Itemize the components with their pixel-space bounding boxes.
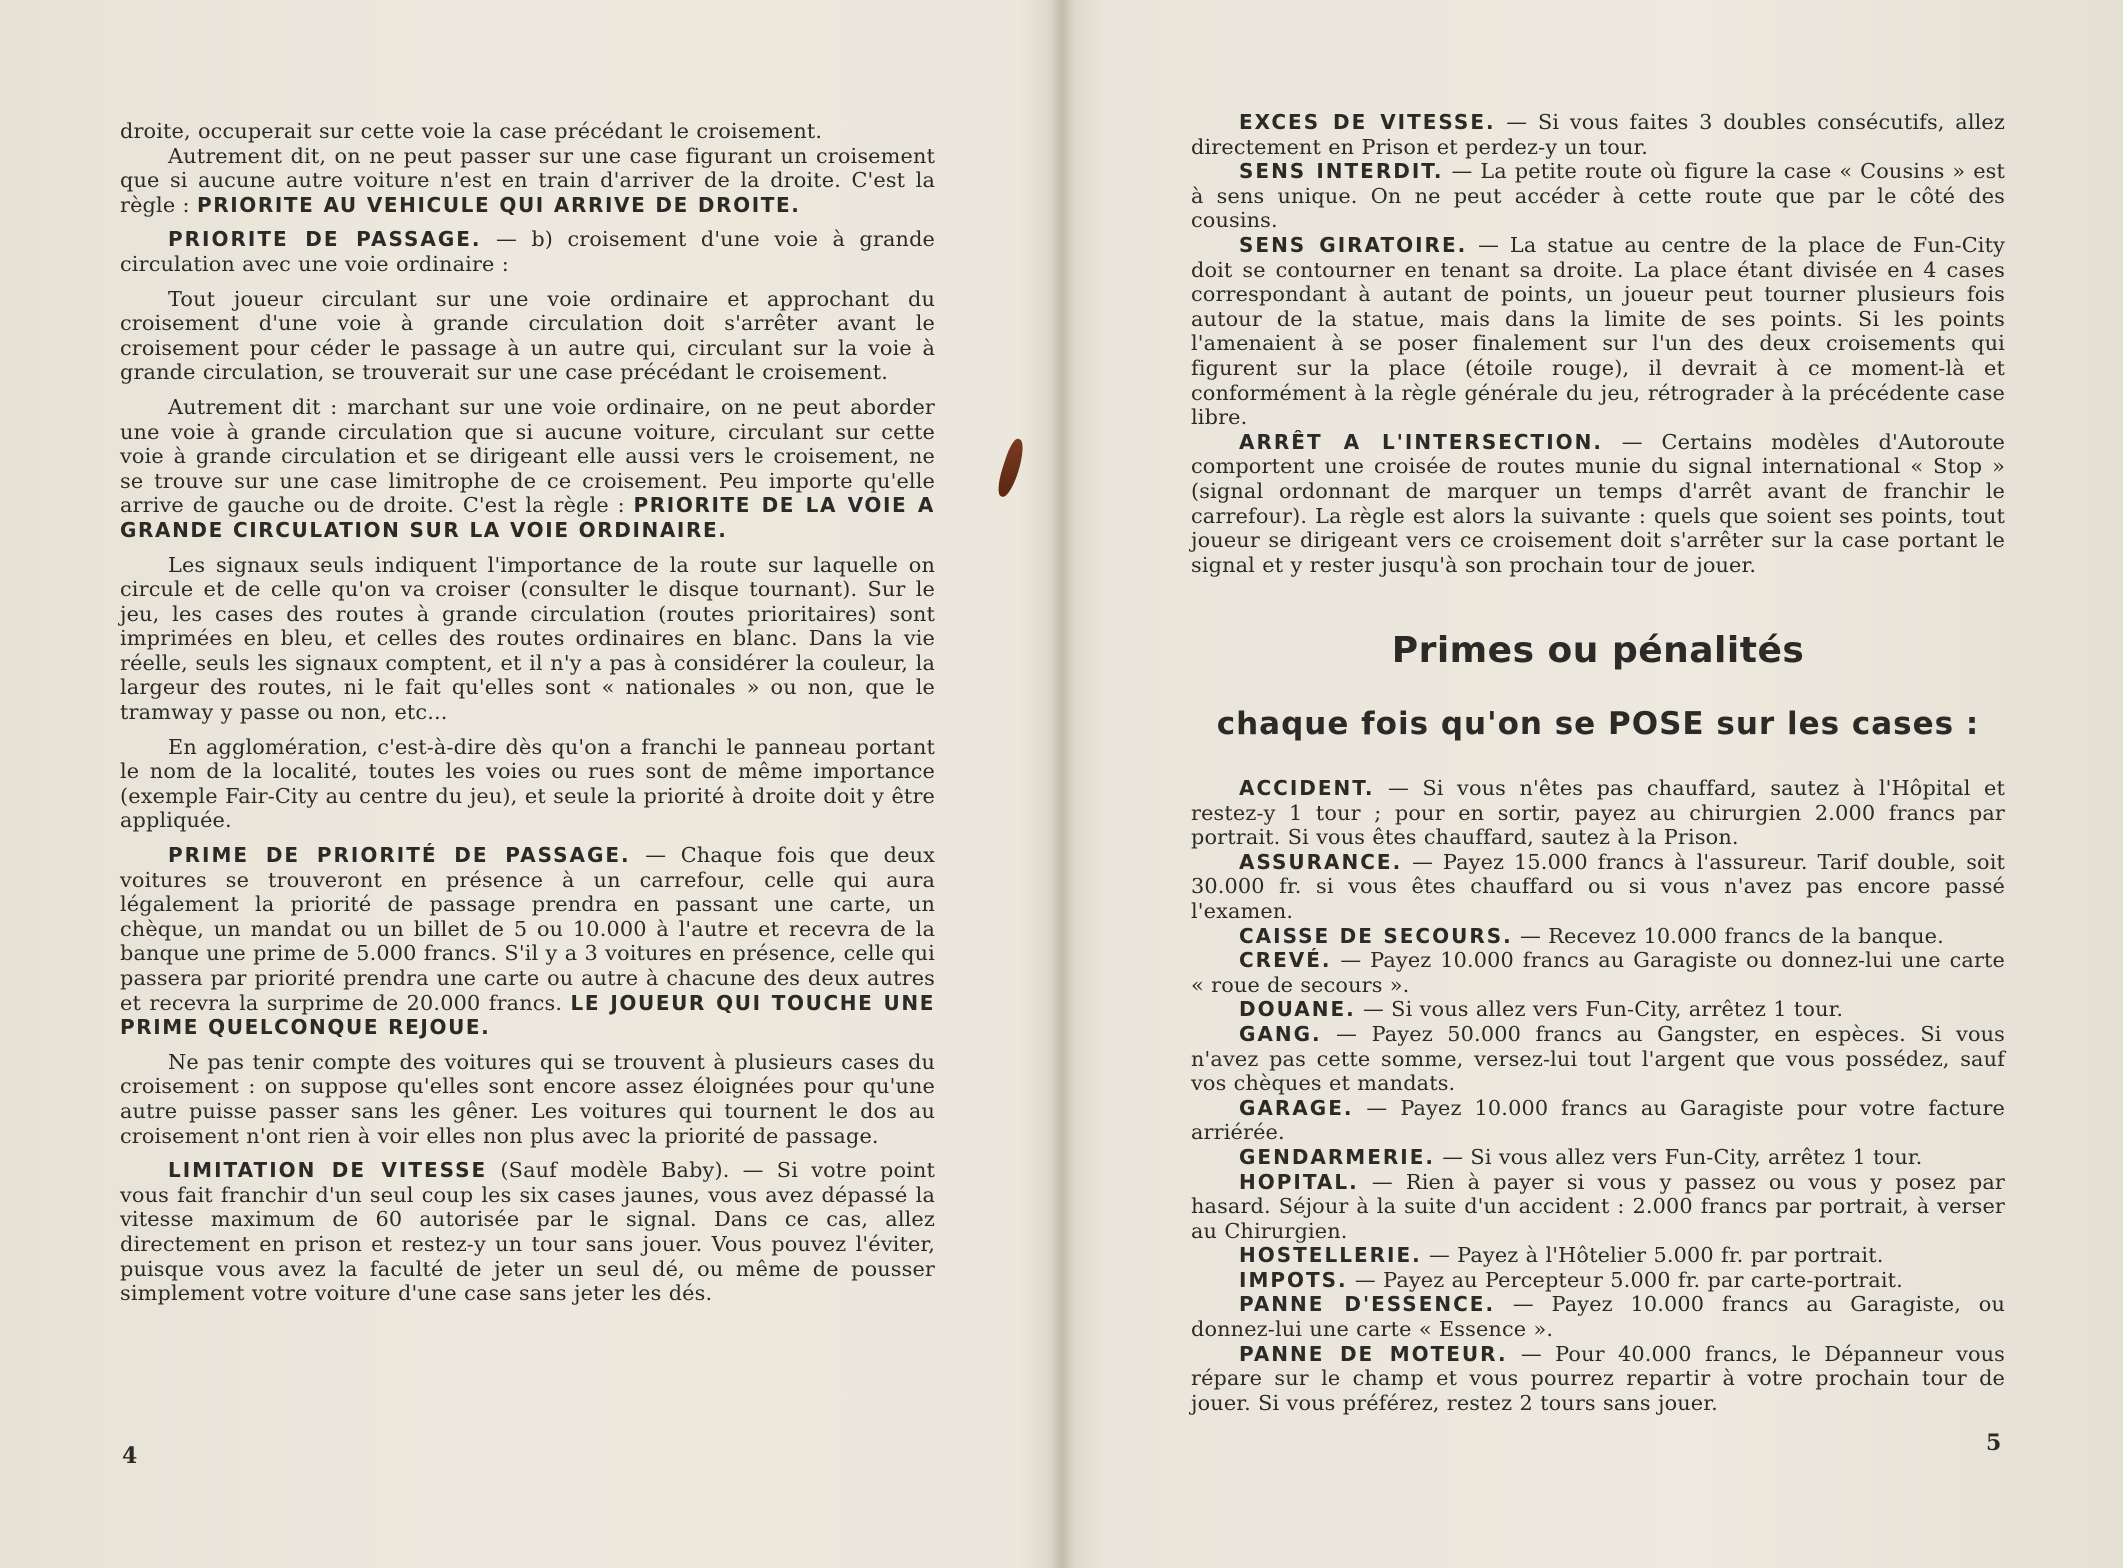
- paragraph-text: — Si vous allez vers Fun-City, arrêtez 1 tour.: [1434, 1144, 1923, 1169]
- rule-term: ACCIDENT.: [1239, 776, 1375, 800]
- paragraph-text: — Payez 10.000 francs au Garagiste ou donnez-lui une carte « roue de secours ».: [1191, 948, 2005, 997]
- paragraph-text: — Recevez 10.000 francs de la banque.: [1512, 923, 1944, 948]
- rule-term: SENS INTERDIT.: [1239, 159, 1444, 184]
- right-page: [1063, 0, 2123, 1568]
- paragraph: [1191, 233, 2005, 430]
- paragraph: [120, 843, 935, 1040]
- paragraph: [1191, 1170, 2005, 1244]
- paragraph-text: — Payez 50.000 francs au Gangster, en espèces. Si vous n'avez pas cette somme, versez-lui tout l'argent que vous possédez, sauf vos chèques et mandats.: [1191, 1021, 2005, 1096]
- paragraph-text: droite, occuperait sur cette voie la case précédant le croisement.: [120, 119, 823, 143]
- rule-term: HOSTELLERIE.: [1239, 1243, 1422, 1268]
- paragraph: [1191, 924, 2005, 949]
- rule-term: PANNE DE MOTEUR.: [1239, 1341, 1508, 1366]
- paragraph: [1191, 1292, 2005, 1341]
- rule-term: PRIORITE DE PASSAGE.: [168, 227, 482, 252]
- paragraph: [120, 119, 935, 144]
- right-page-text-top: [1191, 110, 2005, 577]
- rule-term: EXCES DE VITESSE.: [1239, 110, 1496, 134]
- rule-emphasis: PRIORITE AU VEHICULE QUI ARRIVE DE DROITE.: [196, 192, 801, 217]
- paragraph: [120, 287, 935, 385]
- paragraph-text: — Payez à l'Hôtelier 5.000 fr. par portrait.: [1421, 1243, 1884, 1268]
- paragraph: [120, 144, 935, 218]
- paragraph-text: — Certains modèles d'Autoroute comportent une croisée de routes munie du signal international « Stop » (signal ordonnant de marquer un temps d'arrêt avant de franchir le carrefour). La règle est alors la suivante : quels que soient ses points, tout joueur se dirigeant vers ce croisement doit s'arrêter sur la case portant le signal et y rester jusqu'à son prochain tour de jouer.: [1191, 429, 2005, 577]
- paragraph: [1191, 997, 2005, 1022]
- paragraph-text: — La statue au centre de la place de Fun-City doit se contourner en tenant sa droite. La place étant divisée en 4 cases correspondant à autant de points, un joueur peut tourner plusieurs fois autour de la statue, mais dans la limite de ses points. Si les points l'amenaient à se poser finalement sur l'un des deux croisements qui figurent sur la place (étoile rouge), il devrait à ce moment-là et conformément à la règle générale du jeu, rétrograder à la précédente case libre.: [1191, 232, 2005, 430]
- paragraph-text: (Sauf modèle Baby). — Si votre point vous fait franchir d'un seul coup les six cases jaunes, vous avez dépassé la vitesse maximum de 60 autorisée par le signal. Dans ce cas, allez directement en prison et restez-y un tour sans jouer. Vous pouvez l'éviter, puisque vous avez la faculté de jeter un seul dé, ou même de pousser simplement votre voiture d'une case sans jeter les dés.: [120, 1158, 935, 1306]
- paragraph-text: — Si vous allez vers Fun-City, arrêtez 1 tour.: [1355, 997, 1844, 1022]
- paragraph-text: Autrement dit : marchant sur une voie ordinaire, on ne peut aborder une voie à grande circulation que si aucune voiture, circulant sur cette voie à grande circulation et se dirigeant elle aussi vers le croisement, ne se trouve sur une case limitrophe de ce croisement. Peu importe qu'elle arrive de gauche ou de droite. C'est la règle :: [120, 394, 935, 518]
- paragraph: [120, 395, 935, 543]
- paragraph-text: — Payez 15.000 francs à l'assureur. Tarif double, soit 30.000 fr. si vous êtes chauffard ou si vous n'avez pas encore passé l'examen.: [1191, 849, 2005, 923]
- paragraph-text: — Rien à payer si vous y passez ou vous y posez par hasard. Séjour à la suite d'un accident : 2.000 francs par portrait, à verser au Chirurgien.: [1191, 1169, 2005, 1243]
- rule-term: PRIME DE PRIORITÉ DE PASSAGE.: [168, 843, 631, 868]
- paragraph-text: — La petite route où figure la case « Cousins » est à sens unique. On ne peut accéder à cette route que par le côté des cousins.: [1191, 159, 2005, 233]
- paragraph-text: — b) croisement d'une voie à grande circulation avec une voie ordinaire :: [120, 227, 936, 276]
- rule-term: LIMITATION DE VITESSE: [168, 1158, 488, 1183]
- paragraph-text: — Chaque fois que deux voitures se trouveront en présence à un carrefour, celle qui aura légalement la priorité de passage prendra en passant une carte, un chèque, un mandat ou un billet de 5 ou 10.000 à l'autre et recevra de la banque une prime de 5.000 francs. S'il y a 3 voitures en présence, celle qui passera par priorité prendra une carte ou autre à chacune des deux autres et recevra la surprime de 20.000 francs.: [120, 843, 935, 1015]
- rule-emphasis: LE JOUEUR QUI TOUCHE UNE PRIME QUELCONQUE REJOUE.: [120, 990, 935, 1040]
- rule-term: GANG.: [1239, 1021, 1322, 1046]
- paragraph: [1191, 1022, 2005, 1096]
- rule-term: CAISSE DE SECOURS.: [1239, 923, 1513, 948]
- rule-term: ASSURANCE.: [1239, 849, 1403, 874]
- paragraph-text: — Si vous n'êtes pas chauffard, sautez à l'Hôpital et restez-y 1 tour ; pour en sortir, payez au chirurgien 2.000 francs par portrait. Si vous êtes chauffard, sautez à la Prison.: [1191, 776, 2005, 850]
- paragraph: [1191, 430, 2005, 578]
- page-number-left: 4: [122, 1443, 138, 1469]
- paragraph-text: — Si vous faites 3 doubles consécutifs, allez directement en Prison et perdez-y un tour.: [1191, 110, 2005, 159]
- paragraph-text: — Payez au Percepteur 5.000 fr. par carte-portrait.: [1347, 1267, 1903, 1292]
- paragraph: [120, 227, 935, 276]
- page-number-right: 5: [1986, 1430, 2002, 1456]
- paragraph-text: Ne pas tenir compte des voitures qui se trouvent à plusieurs cases du croisement : on suppose qu'elles sont encore assez éloignées pour qu'une autre puisse passer sans les gêner. Les voitures qui tournent le dos au croisement n'ont rien à voir elles non plus avec la priorité de passage.: [120, 1049, 935, 1148]
- paragraph: [1191, 1145, 2005, 1170]
- paragraph: [1191, 1243, 2005, 1268]
- paragraph: [1191, 1096, 2005, 1145]
- rule-term: PANNE D'ESSENCE.: [1239, 1292, 1496, 1317]
- rule-term: HOPITAL.: [1239, 1169, 1359, 1194]
- rule-term: CREVÉ.: [1239, 948, 1332, 973]
- paragraph-text: Tout joueur circulant sur une voie ordinaire et approchant du croisement d'une voie à grande circulation doit s'arrêter avant le croisement pour céder le passage à un autre qui, circulant sur la voie à grande circulation, se trouverait sur une case précédant le croisement.: [120, 286, 935, 385]
- section-title: Primes ou pénalités: [1391, 630, 1805, 671]
- rule-term: GARAGE.: [1239, 1095, 1354, 1120]
- paragraph-text: Autrement dit, on ne peut passer sur une case figurant un croisement que si aucune autre voiture n'est en train d'arriver de la droite. C'est la règle :: [120, 143, 935, 217]
- paragraph: [120, 553, 935, 725]
- rule-term: GENDARMERIE.: [1239, 1144, 1435, 1169]
- paragraph: [1191, 776, 2005, 850]
- paragraph: [1191, 850, 2005, 924]
- paragraph: [1191, 1342, 2005, 1416]
- rule-emphasis: PRIORITE DE LA VOIE A GRANDE CIRCULATION SUR LA VOIE ORDINAIRE.: [120, 493, 935, 542]
- paragraph-text: — Payez 10.000 francs au Garagiste, ou donnez-lui une carte « Essence ».: [1191, 1292, 2005, 1342]
- rule-term: IMPOTS.: [1239, 1267, 1348, 1292]
- left-page-text: [120, 119, 935, 1306]
- paragraph-text: — Pour 40.000 francs, le Dépanneur vous répare sur le champ et vous pourrez repartir à votre prochain tour de jouer. Si vous préférez, restez 2 tours sans jouer.: [1191, 1341, 2005, 1415]
- paragraph: [1191, 948, 2005, 997]
- paragraph-text: — Payez 10.000 francs au Garagiste pour votre facture arriérée.: [1191, 1095, 2005, 1145]
- paragraph: [120, 1158, 935, 1306]
- right-page-text-bottom: [1191, 776, 2005, 1415]
- paragraph: [1191, 110, 2005, 159]
- section-subtitle: chaque fois qu'on se POSE sur les cases :: [1216, 706, 1980, 742]
- rule-term: ARRÊT A L'INTERSECTION.: [1239, 429, 1603, 454]
- paragraph: [1191, 1268, 2005, 1293]
- rule-term: DOUANE.: [1239, 997, 1356, 1022]
- paragraph: [1191, 159, 2005, 233]
- rule-term: SENS GIRATOIRE.: [1239, 232, 1468, 257]
- paragraph-text: Les signaux seuls indiquent l'importance de la route sur laquelle on circule et de celle qu'on va croiser (consulter le disque tournant). Sur le jeu, les cases des routes à grande circulation (routes prioritaires) sont imprimées en bleu, et celles des routes ordinaires en blanc. Dans la vie réelle, seuls les signaux comptent, et il n'y a pas à considérer la couleur, la largeur des routes, ni le fait qu'elles sont « nationales » ou non, que le tramway y passe ou non, etc...: [120, 552, 935, 725]
- paragraph: [120, 735, 935, 833]
- paragraph-text: En agglomération, c'est-à-dire dès qu'on a franchi le panneau portant le nom de la localité, toutes les voies ou rues sont de même importance (exemple Fair-City au centre du jeu), et seule la priorité à droite doit y être appliquée.: [120, 734, 935, 833]
- paragraph: [120, 1050, 935, 1148]
- left-page: [0, 0, 1060, 1568]
